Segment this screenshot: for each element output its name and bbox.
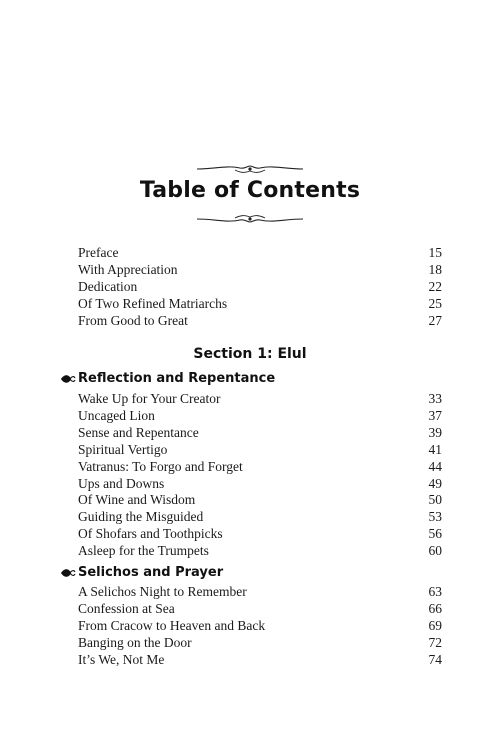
toc-entry[interactable] xyxy=(78,491,442,508)
toc-entry[interactable] xyxy=(78,651,442,668)
toc-entry-label: From Cracow to Heaven and Back xyxy=(78,618,266,633)
toc-entry[interactable] xyxy=(78,600,442,617)
section-heading: Section 1: Elul xyxy=(193,346,307,362)
toc-entry[interactable] xyxy=(78,424,442,441)
toc-entry-page: 56 xyxy=(428,526,442,541)
leaf-ornament-icon xyxy=(60,373,78,385)
toc-entry-page: 53 xyxy=(428,509,442,524)
toc-entry-label: With Appreciation xyxy=(78,262,178,277)
toc-entry[interactable] xyxy=(78,542,442,559)
toc-entry[interactable] xyxy=(78,407,442,424)
toc-entry-page: 74 xyxy=(428,652,442,667)
toc-entry-page: 44 xyxy=(428,459,442,474)
toc-entry-page: 25 xyxy=(428,296,442,311)
toc-entry-label: Guiding the Misguided xyxy=(78,509,204,524)
toc-entry-page: 41 xyxy=(428,442,442,457)
toc-entry-label: Banging on the Door xyxy=(78,635,192,650)
toc-entry[interactable] xyxy=(78,261,442,278)
toc-entry[interactable] xyxy=(78,525,442,542)
toc-entry-label: Uncaged Lion xyxy=(78,408,155,423)
toc-entry[interactable] xyxy=(78,312,442,329)
toc-entry[interactable] xyxy=(78,634,442,651)
toc-entry-page: 50 xyxy=(428,492,442,507)
leaf-ornament-icon xyxy=(60,567,78,579)
toc-entry-label: Asleep for the Trumpets xyxy=(78,543,209,558)
toc-entry[interactable] xyxy=(78,390,442,407)
toc-entry-page: 18 xyxy=(428,262,442,277)
toc-entry-label: Dedication xyxy=(78,279,138,294)
toc-entry[interactable] xyxy=(78,244,442,261)
toc-entry-page: 72 xyxy=(428,635,442,650)
toc-entry[interactable] xyxy=(78,278,442,295)
toc-entry-page: 69 xyxy=(428,618,442,633)
subsection-heading-label: Reflection and Repentance xyxy=(78,371,276,386)
toc-entry-label: Preface xyxy=(78,245,119,260)
toc-entry-label: Ups and Downs xyxy=(78,476,165,491)
page-title: Table of Contents xyxy=(139,178,361,203)
toc-entry-label: Spiritual Vertigo xyxy=(78,442,168,457)
toc-entry-page: 15 xyxy=(428,245,442,260)
toc-entry-label: A Selichos Night to Remember xyxy=(78,584,247,599)
toc-entry-label: It’s We, Not Me xyxy=(78,652,165,667)
toc-entry-label: Of Wine and Wisdom xyxy=(78,492,196,507)
subsection-heading-label: Selichos and Prayer xyxy=(78,565,224,580)
toc-entry[interactable] xyxy=(78,617,442,634)
toc-entry-label: From Good to Great xyxy=(78,313,188,328)
flourish-ornament-icon xyxy=(195,162,305,176)
toc-entry-page: 37 xyxy=(428,408,442,423)
subsection-heading xyxy=(60,564,223,582)
toc-entry[interactable] xyxy=(78,583,442,600)
toc-entry-page: 22 xyxy=(428,279,442,294)
toc-entry[interactable] xyxy=(78,508,442,525)
toc-entry-label: Wake Up for Your Creator xyxy=(78,391,221,406)
toc-entry-page: 66 xyxy=(428,601,442,616)
toc-entry-page: 27 xyxy=(428,313,442,328)
toc-entry-page: 60 xyxy=(428,543,442,558)
toc-entry-page: 39 xyxy=(428,425,442,440)
toc-entry-label: Sense and Repentance xyxy=(78,425,199,440)
toc-entry-page: 33 xyxy=(428,391,442,406)
toc-entry-label: Of Two Refined Matriarchs xyxy=(78,296,228,311)
toc-entry-label: Of Shofars and Toothpicks xyxy=(78,526,223,541)
toc-entry-label: Vatranus: To Forgo and Forget xyxy=(78,459,243,474)
flourish-ornament-icon xyxy=(195,212,305,226)
subsection-heading xyxy=(60,370,275,388)
toc-entry[interactable] xyxy=(78,441,442,458)
toc-entry[interactable] xyxy=(78,295,442,312)
toc-entry[interactable] xyxy=(78,475,442,492)
toc-entry[interactable] xyxy=(78,458,442,475)
toc-entry-label: Confession at Sea xyxy=(78,601,175,616)
toc-entry-page: 49 xyxy=(428,476,442,491)
toc-entry-page: 63 xyxy=(428,584,442,599)
